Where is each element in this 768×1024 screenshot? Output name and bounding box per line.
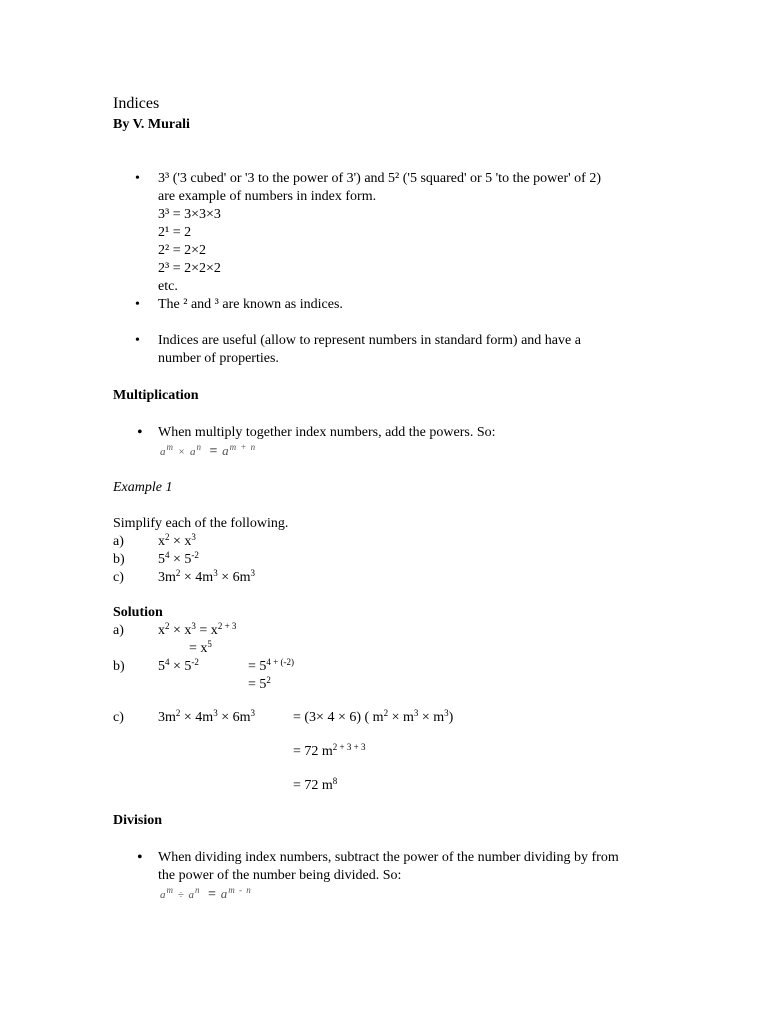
page-title: Indices bbox=[113, 95, 160, 112]
example-item-label: b) bbox=[113, 552, 125, 567]
multiplication-rule: When multiply together index numbers, add the powers. So: bbox=[158, 425, 496, 440]
example-2-squared: 2² = 2×2 bbox=[158, 243, 206, 258]
bullet-icon: • bbox=[137, 424, 143, 441]
solution-b-line-1: = $5^{4 + (-2)}$ bbox=[248, 657, 294, 674]
bullet-icon: • bbox=[135, 333, 140, 348]
example-item-b: $5^4 \times 5^{-2}$ bbox=[158, 550, 199, 567]
solution-c-lhs: $3m^2 \times 4m^3 \times 6m^3$ bbox=[158, 708, 255, 725]
indices-definition: The ² and ³ are known as indices. bbox=[158, 297, 343, 312]
solution-c-line-3: = 72 $m^8$ bbox=[293, 776, 338, 793]
example-item-c: $3m^2 \times 4m^3 \times 6m^3$ bbox=[158, 568, 255, 585]
intro-line-2: are example of numbers in index form. bbox=[158, 189, 377, 204]
solution-label-c: c) bbox=[113, 710, 124, 725]
example-item-label: c) bbox=[113, 570, 124, 585]
multiplication-heading: Multiplication bbox=[113, 388, 199, 403]
etc-text: etc. bbox=[158, 279, 178, 294]
indices-useful-line-2: number of properties. bbox=[158, 351, 279, 366]
bullet-icon: • bbox=[135, 297, 140, 312]
example-2-cubed: 2³ = 2×2×2 bbox=[158, 261, 221, 276]
example-3-cubed: 3³ = 3×3×3 bbox=[158, 207, 221, 222]
solution-label-b: b) bbox=[113, 659, 125, 674]
solution-a-line-2: = $x^5$ bbox=[189, 639, 212, 656]
author-byline: By V. Murali bbox=[113, 117, 190, 132]
multiplication-formula: $a^m \times a^n = a^{m + n}$ bbox=[160, 442, 257, 459]
solution-label-a: a) bbox=[113, 623, 124, 638]
bullet-icon: • bbox=[137, 849, 143, 866]
example-item-label: a) bbox=[113, 534, 124, 549]
intro-line-1: 3³ ('3 cubed' or '3 to the power of 3') and 5² ('5 squared' or 5 'to the power' of 2) bbox=[158, 171, 602, 186]
example-1-intro: Simplify each of the following. bbox=[113, 516, 289, 531]
example-item-a: $x^2 \times x^3$ bbox=[158, 532, 196, 549]
solution-a-line-1: $x^2 \times x^3 = x^{2 + 3}$ bbox=[158, 621, 237, 638]
division-rule-line-1: When dividing index numbers, subtract the power of the number dividing by from bbox=[158, 850, 619, 865]
indices-useful-line-1: Indices are useful (allow to represent numbers in standard form) and have a bbox=[158, 333, 581, 348]
bullet-icon: • bbox=[135, 171, 140, 186]
solution-c-line-1: = (3× 4 × 6) ( $m^2 \times m^3 \times m^3$) bbox=[293, 708, 454, 725]
solution-b-line-2: = $5^2$ bbox=[248, 675, 271, 692]
example-1-heading: Example 1 bbox=[113, 480, 173, 495]
solution-c-line-2: = 72 $m^{2 + 3 + 3}$ bbox=[293, 742, 366, 759]
division-formula: $a^m \div a^n = a^{m - n}$ bbox=[160, 885, 252, 902]
division-heading: Division bbox=[113, 813, 163, 828]
solution-b-lhs: $5^4 \times 5^{-2}$ bbox=[158, 657, 199, 674]
example-2-power-1: 2¹ = 2 bbox=[158, 225, 192, 240]
solution-heading: Solution bbox=[113, 605, 163, 620]
division-rule-line-2: the power of the number being divided. So: bbox=[158, 868, 402, 883]
